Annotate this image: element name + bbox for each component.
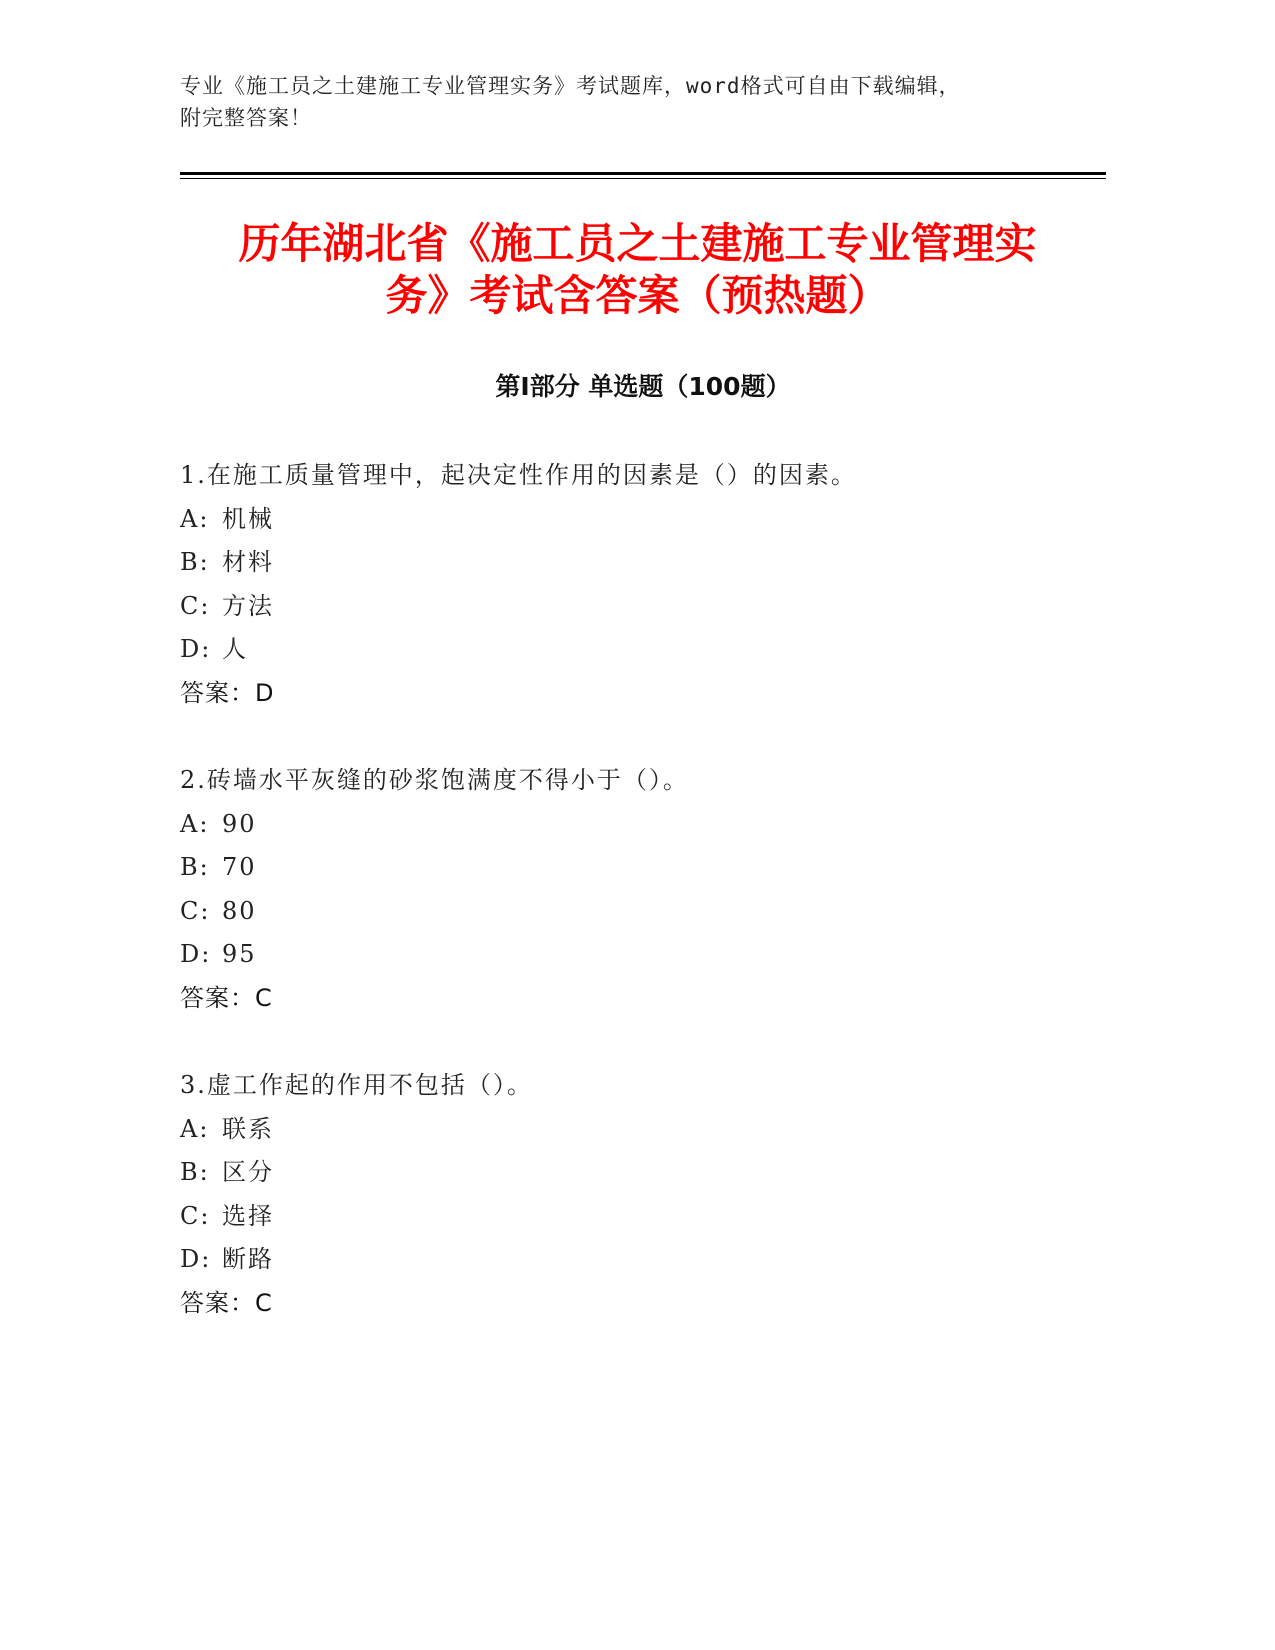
- header-rule-thick: [180, 172, 1106, 175]
- option-text: 方法: [222, 591, 274, 620]
- question-stem: 1.在施工质量管理中，起决定性作用的因素是（）的因素。: [180, 461, 857, 489]
- option-letter: D:: [180, 940, 212, 968]
- option-text: 70: [222, 853, 257, 881]
- section-title: 第Ⅰ部分 单选题（100题）: [495, 372, 791, 401]
- question-answer: 答案：C: [180, 1288, 273, 1317]
- option-text: 区分: [222, 1158, 274, 1186]
- question-stem: 2.砖墙水平灰缝的砂浆饱满度不得小于（）。: [180, 766, 689, 794]
- header-note: [180, 70, 1080, 134]
- question-option-a: [180, 1108, 1106, 1152]
- question-option-b: [180, 846, 1106, 890]
- question-option-c: [180, 1195, 1106, 1239]
- question-answer: 答案：C: [180, 983, 273, 1012]
- header-rule-thin: [180, 178, 1106, 179]
- question-option-b: [180, 1151, 1106, 1195]
- option-text: 选择: [222, 1201, 274, 1230]
- question-option-c: [180, 890, 1106, 934]
- option-text: 材料: [222, 548, 274, 576]
- question-1: [180, 454, 1106, 715]
- question-option-d: [180, 1238, 1106, 1282]
- question-option-c: [180, 585, 1106, 629]
- question-option-a: [180, 498, 1106, 542]
- option-text: 人: [222, 635, 248, 663]
- question-answer: 答案：D: [180, 678, 275, 707]
- option-letter: D:: [180, 1245, 212, 1273]
- option-text: 80: [222, 896, 257, 925]
- option-letter: A:: [180, 504, 210, 533]
- question-stem: 3.虚工作起的作用不包括（）。: [180, 1071, 533, 1099]
- document-title-line-2: 务》考试含答案（预热题）: [385, 271, 890, 320]
- option-text: 90: [222, 809, 257, 838]
- document-title-line-1: 历年湖北省《施工员之土建施工专业管理实: [238, 219, 1037, 268]
- option-text: 联系: [222, 1114, 274, 1143]
- question-option-d: [180, 628, 1106, 672]
- option-text: 机械: [222, 504, 274, 533]
- question-3: [180, 1064, 1106, 1325]
- header-note-line-1: 专业《施工员之土建施工专业管理实务》考试题库，word格式可自由下载编辑，: [180, 74, 961, 98]
- question-2: [180, 759, 1106, 1020]
- option-letter: C:: [180, 1201, 211, 1230]
- header-note-line-2: 附完整答案！: [180, 106, 312, 130]
- option-text: 95: [222, 940, 257, 968]
- option-letter: B:: [180, 853, 210, 881]
- option-letter: B:: [180, 1158, 210, 1186]
- option-letter: D:: [180, 635, 212, 663]
- question-option-a: [180, 803, 1106, 847]
- option-text: 断路: [222, 1245, 274, 1273]
- option-letter: B:: [180, 548, 210, 576]
- option-letter: A:: [180, 1114, 210, 1143]
- option-letter: C:: [180, 896, 211, 925]
- option-letter: C:: [180, 591, 211, 620]
- question-option-b: [180, 541, 1106, 585]
- option-letter: A:: [180, 809, 210, 838]
- question-option-d: [180, 933, 1106, 977]
- document-title: [150, 218, 1125, 322]
